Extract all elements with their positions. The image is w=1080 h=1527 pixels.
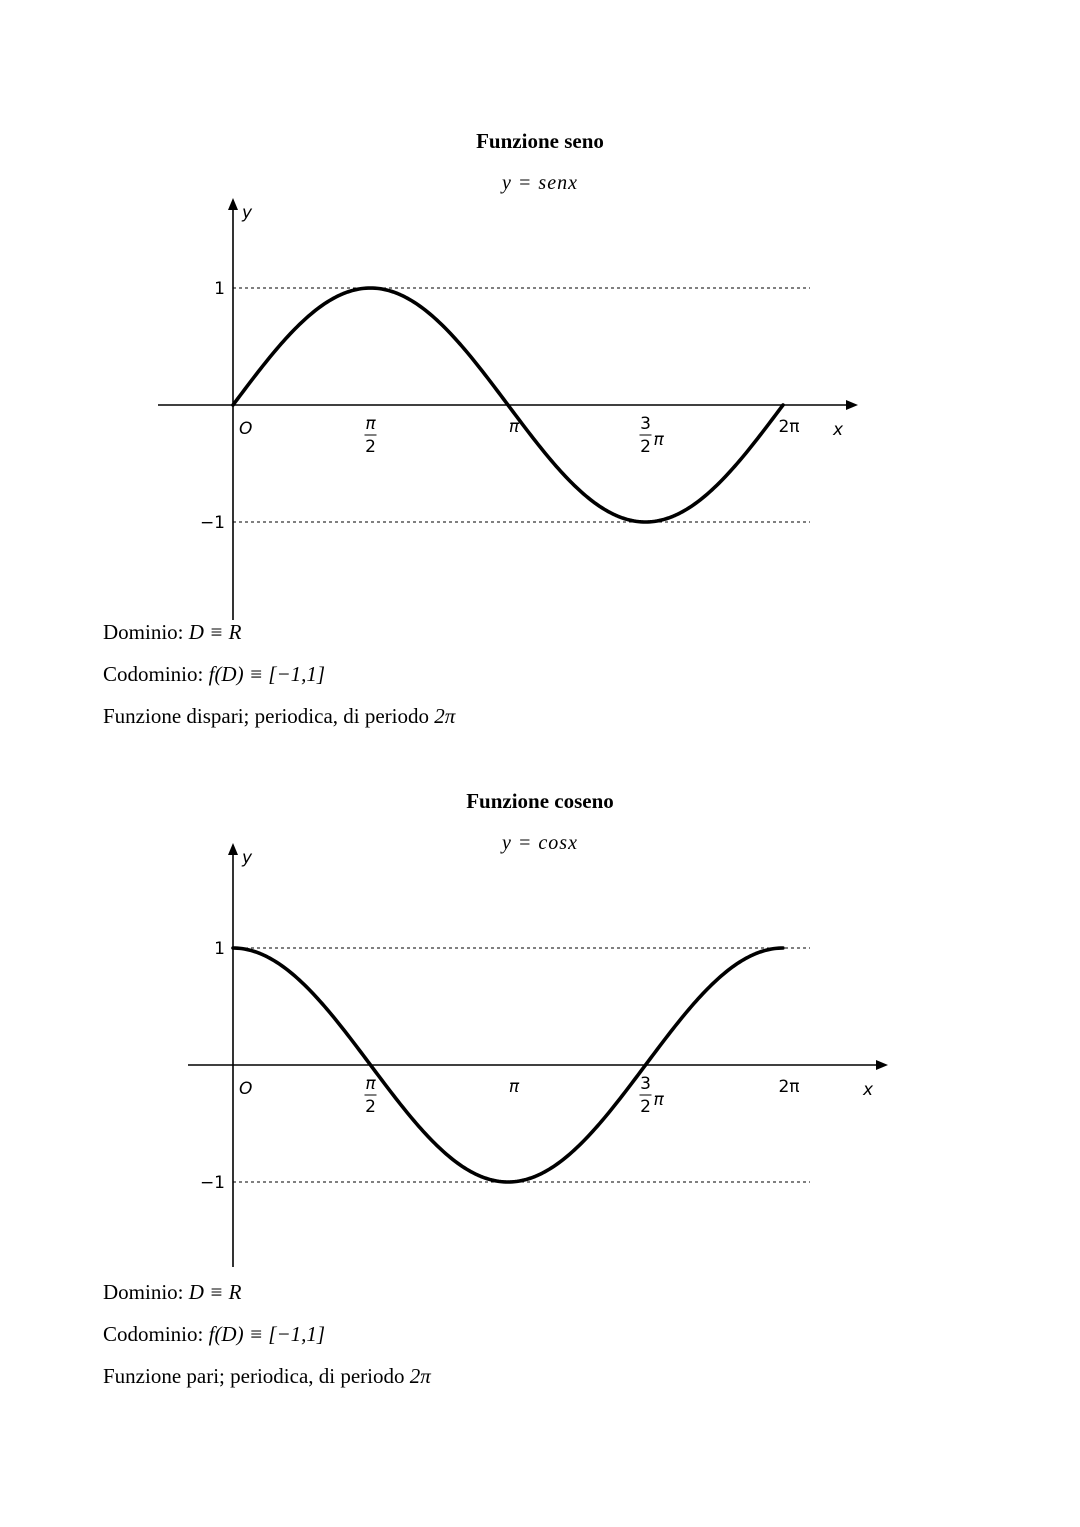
sine-x-axis-label: x bbox=[833, 420, 844, 440]
cosine-domain-label: Dominio: bbox=[103, 1280, 189, 1304]
cosine-y-tick-one: 1 bbox=[214, 939, 225, 959]
cosine-codomain bbox=[103, 1322, 325, 1347]
cosine-x-tick-three-halves-pi-suffix: π bbox=[653, 1090, 664, 1110]
cosine-x-tick-half-pi bbox=[365, 1074, 377, 1117]
cosine-x-tick-half-pi-denominator: 2 bbox=[365, 1097, 376, 1117]
sine-equation: y = senx bbox=[502, 172, 578, 194]
sine-title: Funzione seno bbox=[476, 129, 604, 153]
cosine-domain bbox=[103, 1280, 241, 1305]
sine-x-tick-three-halves-pi bbox=[640, 414, 665, 457]
cosine-x-axis-label: x bbox=[863, 1080, 874, 1100]
sine-properties bbox=[103, 704, 455, 729]
cosine-x-tick-three-halves-pi-numerator: 3 bbox=[640, 1074, 651, 1094]
sine-x-tick-two-pi: 2π bbox=[778, 417, 800, 437]
sine-domain-label: Dominio: bbox=[103, 620, 189, 644]
sine-period: 2π bbox=[434, 704, 456, 728]
sine-codomain bbox=[103, 662, 325, 687]
sine-domain-value: D ≡ R bbox=[188, 620, 242, 644]
cosine-origin-label: O bbox=[239, 1079, 253, 1099]
sine-codomain-value: f(D) ≡ [−1,1] bbox=[208, 662, 326, 686]
cosine-equation: y = cosx bbox=[502, 832, 578, 854]
cosine-period: 2π bbox=[409, 1364, 431, 1388]
sine-chart bbox=[0, 190, 1080, 630]
cosine-x-tick-pi: π bbox=[508, 1077, 520, 1097]
cosine-y-axis-arrow bbox=[228, 843, 238, 855]
cosine-chart bbox=[0, 835, 1080, 1275]
cosine-x-tick-three-halves-pi bbox=[640, 1074, 665, 1117]
sine-x-tick-pi: π bbox=[508, 417, 520, 437]
cosine-properties bbox=[103, 1364, 431, 1389]
cosine-x-tick-three-halves-pi-denominator: 2 bbox=[640, 1097, 651, 1117]
cosine-properties-text: Funzione pari; periodica, di periodo bbox=[103, 1364, 410, 1388]
cosine-title: Funzione coseno bbox=[466, 789, 614, 813]
sine-x-tick-three-halves-pi-suffix: π bbox=[653, 430, 664, 450]
sine-x-tick-half-pi-denominator: 2 bbox=[365, 437, 376, 457]
sine-x-tick-half-pi bbox=[365, 414, 377, 457]
sine-x-axis-arrow bbox=[846, 400, 858, 410]
cosine-x-tick-half-pi-numerator: π bbox=[365, 1074, 376, 1094]
cosine-codomain-value: f(D) ≡ [−1,1] bbox=[208, 1322, 326, 1346]
cosine-codomain-label: Codominio: bbox=[103, 1322, 209, 1346]
sine-x-tick-three-halves-pi-numerator: 3 bbox=[640, 414, 651, 434]
cosine-x-axis-arrow bbox=[876, 1060, 888, 1070]
sine-origin-label: O bbox=[239, 419, 253, 439]
cosine-y-tick-minus-one: −1 bbox=[199, 1173, 225, 1193]
cosine-domain-value: D ≡ R bbox=[188, 1280, 242, 1304]
sine-x-tick-three-halves-pi-denominator: 2 bbox=[640, 437, 651, 457]
cosine-x-tick-two-pi: 2π bbox=[778, 1077, 800, 1097]
sine-codomain-label: Codominio: bbox=[103, 662, 209, 686]
cosine-y-axis-label: y bbox=[242, 848, 253, 868]
sine-y-tick-one: 1 bbox=[214, 279, 225, 299]
sine-y-axis-label: y bbox=[242, 203, 253, 223]
sine-y-axis-arrow bbox=[228, 198, 238, 210]
sine-domain bbox=[103, 620, 241, 645]
sine-x-tick-half-pi-numerator: π bbox=[365, 414, 376, 434]
sine-properties-text: Funzione dispari; periodica, di periodo bbox=[103, 704, 435, 728]
sine-y-tick-minus-one: −1 bbox=[199, 513, 225, 533]
